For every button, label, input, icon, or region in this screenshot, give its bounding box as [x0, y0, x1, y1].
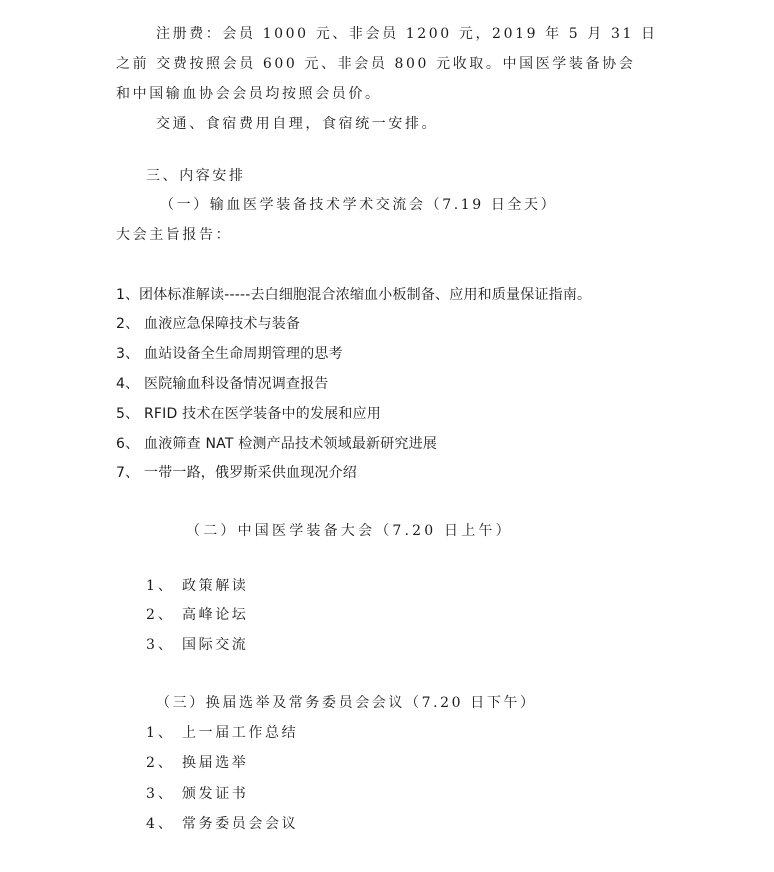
travel-text: 交通、食宿费用自理，食宿统一安排。 — [156, 116, 439, 132]
list-item-text: RFID 技术在医学装备中的发展和应用 — [144, 406, 381, 422]
list-item-text: 常务委员会会议 — [182, 816, 299, 832]
list-item — [146, 753, 248, 773]
list-item — [116, 404, 381, 424]
list-item-text: 政策解读 — [182, 578, 249, 594]
list-item — [116, 344, 343, 364]
list-item-text: 医院输血科设备情况调查报告 — [144, 376, 329, 392]
part1-intro: 大会主旨报告： — [116, 227, 233, 243]
list-item-text: 上一届工作总结 — [182, 725, 299, 741]
list-item — [116, 314, 300, 334]
list-item — [146, 576, 248, 596]
list-item-number: 2、 — [116, 316, 140, 332]
list-item-text: 高峰论坛 — [182, 607, 249, 623]
list-item-number: 1、 — [116, 287, 140, 303]
list-item-number: 7、 — [116, 465, 140, 481]
list-item-number: 2、 — [146, 607, 175, 623]
section-heading: 三、内容安排 — [146, 168, 246, 184]
list-item-number: 6、 — [116, 436, 140, 452]
list-item — [116, 285, 591, 305]
part1-heading: （一）输血医学装备技术学术交流会（7.19 日全天） — [160, 197, 558, 213]
list-item — [116, 434, 437, 454]
list-item-text: 换届选举 — [182, 755, 249, 771]
list-item-text: 颁发证书 — [182, 786, 249, 802]
list-item-number: 1、 — [146, 578, 175, 594]
list-item-number: 3、 — [116, 346, 140, 362]
list-item — [116, 463, 357, 483]
list-item-number: 1、 — [146, 725, 175, 741]
part3-heading: （三）换届选举及常务委员会会议（7.20 日下午） — [156, 695, 537, 711]
list-item — [146, 605, 248, 625]
list-item-number: 4、 — [146, 816, 175, 832]
list-item — [146, 723, 298, 743]
list-item-number: 4、 — [116, 376, 140, 392]
list-item-text: 一带一路，俄罗斯采供血现况介绍 — [144, 465, 357, 481]
list-item — [146, 784, 248, 804]
list-item-text: 团体标准解读-----去白细胞混合浓缩血小板制备、应用和质量保证指南。 — [139, 287, 592, 303]
list-item-text: 国际交流 — [182, 637, 249, 653]
fee-text-line-1: 注册费：会员 1000 元、非会员 1200 元，2019 年 5 月 31 日 — [156, 26, 658, 42]
list-item-number: 5、 — [116, 406, 140, 422]
list-item — [116, 374, 329, 394]
part2-heading: （二）中国医学装备大会（7.20 日上午） — [186, 523, 513, 539]
list-item-number: 3、 — [146, 786, 175, 802]
list-item-text: 血液筛查 NAT 检测产品技术领域最新研究进展 — [144, 436, 438, 452]
list-item-number: 3、 — [146, 637, 175, 653]
list-item-text: 血站设备全生命周期管理的思考 — [144, 346, 343, 362]
list-item — [146, 635, 248, 655]
fee-text-line-3: 和中国输血协会会员均按照会员价。 — [116, 86, 382, 102]
fee-text-line-2: 之前 交费按照会员 600 元、非会员 800 元收取。中国医学装备协会 — [116, 56, 636, 72]
list-item-number: 2、 — [146, 755, 175, 771]
list-item-text: 血液应急保障技术与装备 — [144, 316, 301, 332]
list-item — [146, 814, 298, 834]
